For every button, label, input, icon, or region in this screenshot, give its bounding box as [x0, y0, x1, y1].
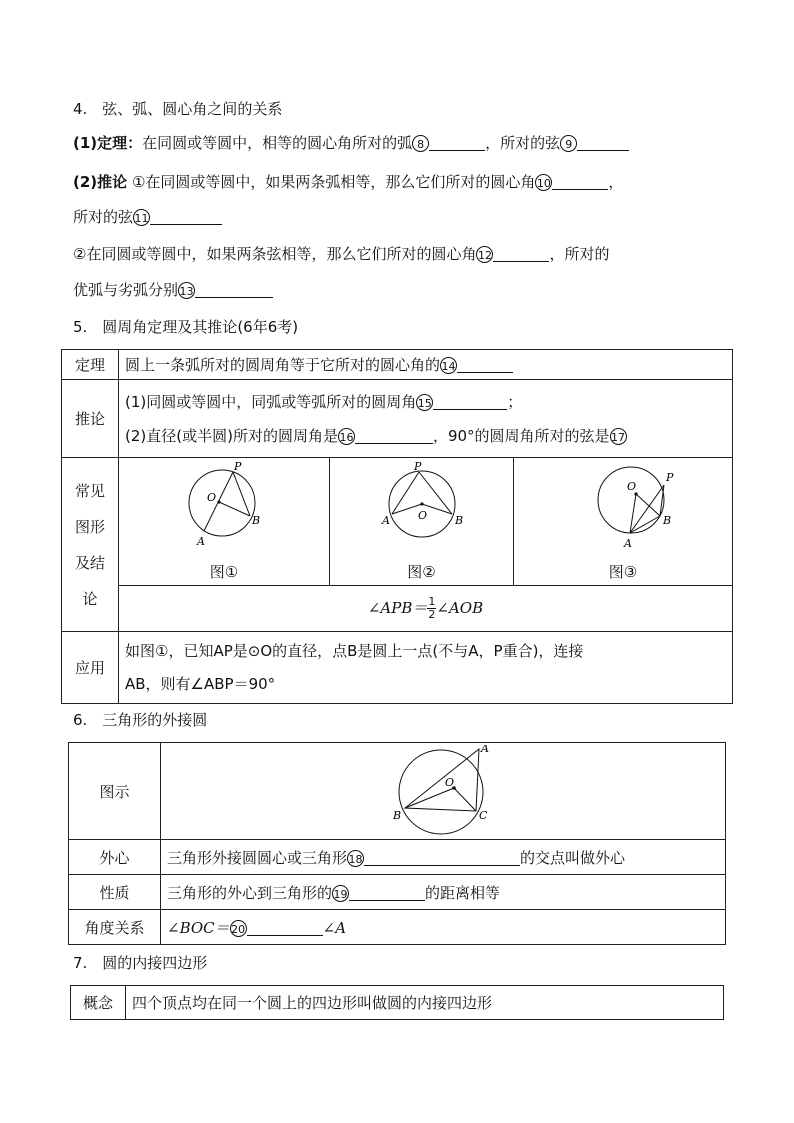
formula-rhs: ∠AOB: [436, 599, 484, 617]
answer-blank-15[interactable]: [433, 392, 507, 410]
answer-blank-11[interactable]: [150, 207, 222, 225]
exam-frequency-note: (6年6考): [237, 318, 299, 336]
label-b: B: [393, 809, 402, 822]
theorem-line: (1)定理：在同圆或等圆中，相等的圆心角所对的弧 8 ，所对的弦 9: [73, 132, 629, 154]
theorem-label: (1)定理：: [73, 134, 143, 152]
section-6-heading: 6. 三角形的外接圆: [73, 711, 208, 729]
figure-1-diagram: [119, 461, 329, 553]
answer-blank-9[interactable]: [577, 133, 629, 151]
row-angle-label: 角度关系: [69, 910, 161, 945]
fig1-label-a: A: [197, 535, 205, 548]
row-theorem-content: 圆上一条弧所对的圆周角等于它所对的圆心角的 14: [119, 350, 733, 380]
blank-number-13: 13: [178, 282, 195, 299]
label-c: C: [479, 809, 488, 822]
row-circumcenter-label: 外心: [69, 840, 161, 875]
row-property-content: 三角形的外心到三角形的 19 的距离相等: [161, 875, 726, 910]
row-theorem-label: 定理: [62, 350, 119, 380]
inscribed-angle-table: [61, 349, 733, 704]
segment-oc: [454, 788, 476, 811]
section-4-heading: 4. 弦、弧、圆心角之间的关系: [73, 100, 283, 118]
formula-lhs: ∠APB＝: [367, 599, 428, 617]
segment-ob: [405, 788, 454, 808]
blank-number-18: 18: [347, 850, 364, 867]
section-7-heading: 7. 圆的内接四边形: [73, 954, 208, 972]
formula-fraction: $\frac{1}{2}$: [428, 595, 436, 621]
fig2-center-dot: [420, 502, 423, 505]
fig2-label-o: O: [418, 509, 428, 522]
fig2-label-b: B: [455, 514, 464, 527]
blank-number-12: 12: [476, 246, 493, 263]
label-a: A: [481, 745, 489, 755]
figure-1-cell: [119, 458, 330, 586]
circumcircle-table: [68, 742, 726, 945]
blank-number-10: 10: [535, 174, 552, 191]
circumcircle-diagram: [383, 745, 503, 837]
blank-number-9: 9: [560, 135, 577, 152]
blank-number-19: 19: [332, 885, 349, 902]
section-5-heading: 5. 圆周角定理及其推论(6年6考): [73, 318, 299, 336]
blank-number-8: 8: [412, 135, 429, 152]
answer-blank-13[interactable]: [195, 280, 273, 298]
answer-blank-20[interactable]: [247, 918, 323, 936]
answer-blank-16[interactable]: [355, 426, 433, 444]
corollary-2-line: ②在同圆或等圆中，如果两条弦相等，那么它们所对的圆心角 12 ，所对的: [73, 245, 610, 263]
fig1-center-dot: [217, 500, 220, 503]
cyclic-quadrilateral-table: [70, 985, 724, 1020]
row-application-label: 应用: [62, 632, 119, 704]
blank-number-11: 11: [133, 209, 150, 226]
figure-3-cell: [514, 458, 733, 586]
row-diagram-label: 图示: [69, 743, 161, 840]
fig3-segment-oa: [630, 494, 636, 533]
label-o: O: [445, 776, 455, 789]
circumcircle: [399, 750, 483, 834]
row-angle-content: ∠BOC＝ 20 ∠A: [161, 910, 726, 945]
row-application-content: 如图①，已知AP是⊙O的直径，点B是圆上一点(不与A，P重合)，连接 AB，则有∠ABP＝90°: [119, 632, 733, 704]
fig1-label-p: P: [234, 461, 242, 473]
fig3-label-b: B: [663, 514, 672, 527]
figure-3-diagram: [523, 461, 723, 553]
fig1-label-b: B: [252, 514, 261, 527]
corollary-1-line-2: 所对的弦 11: [73, 206, 222, 228]
fig3-circle: [598, 467, 664, 533]
row-property-label: 性质: [69, 875, 161, 910]
figure-1-caption: 图①: [209, 563, 239, 581]
corollary-1-line: (2)推论 ①在同圆或等圆中，如果两条弧相等，那么它们所对的圆心角 10 ，: [73, 173, 624, 191]
fig3-label-a: A: [624, 537, 632, 550]
figure-2-cell: [330, 458, 514, 586]
formula-cell: [119, 586, 733, 632]
blank-number-16: 16: [338, 428, 355, 445]
fig2-segment-pa: [392, 472, 419, 514]
fig2-label-a: A: [382, 514, 390, 527]
answer-blank-12[interactable]: [493, 244, 549, 262]
blank-number-14: 14: [440, 357, 457, 374]
answer-blank-14[interactable]: [457, 355, 513, 373]
fig3-label-o: O: [627, 480, 637, 493]
answer-blank-18[interactable]: [364, 848, 520, 866]
blank-number-17: 17: [610, 428, 627, 445]
corollary-label: (2)推论: [73, 173, 128, 191]
row-concept-label: 概念: [71, 986, 126, 1020]
circumcircle-diagram-cell: [161, 743, 726, 840]
blank-number-20: 20: [230, 920, 247, 937]
figure-3-caption: 图③: [608, 563, 638, 581]
answer-blank-10[interactable]: [552, 172, 608, 190]
row-corollary-content: (1)同圆或等圆中，同弧或等弧所对的圆周角 15 ； (2)直径(或半圆)所对的圆周角是 16 ，90°的圆周角所对的弦是 17: [119, 380, 733, 458]
fig1-label-o: O: [207, 491, 217, 504]
fig2-segment-pb: [419, 472, 452, 514]
row-corollary-label: 推论: [62, 380, 119, 458]
row-circumcenter-content: 三角形外接圆圆心或三角形 18 的交点叫做外心: [161, 840, 726, 875]
answer-blank-8[interactable]: [429, 133, 485, 151]
blank-number-15: 15: [416, 394, 433, 411]
row-figures-label: 常见 图形 及结 论: [62, 458, 119, 632]
corollary-2-line-2: 优弧与劣弧分别 13: [73, 279, 273, 301]
fig3-segment-ob: [636, 494, 660, 516]
fig2-label-p: P: [414, 461, 422, 473]
row-concept-content: 四个顶点均在同一个圆上的四边形叫做圆的内接四边形: [126, 986, 724, 1020]
fig3-segment-ab: [630, 516, 660, 533]
answer-blank-19[interactable]: [349, 883, 425, 901]
figure-2-diagram: [330, 461, 513, 553]
figure-2-caption: 图②: [407, 563, 436, 581]
fig3-label-p: P: [666, 471, 674, 484]
